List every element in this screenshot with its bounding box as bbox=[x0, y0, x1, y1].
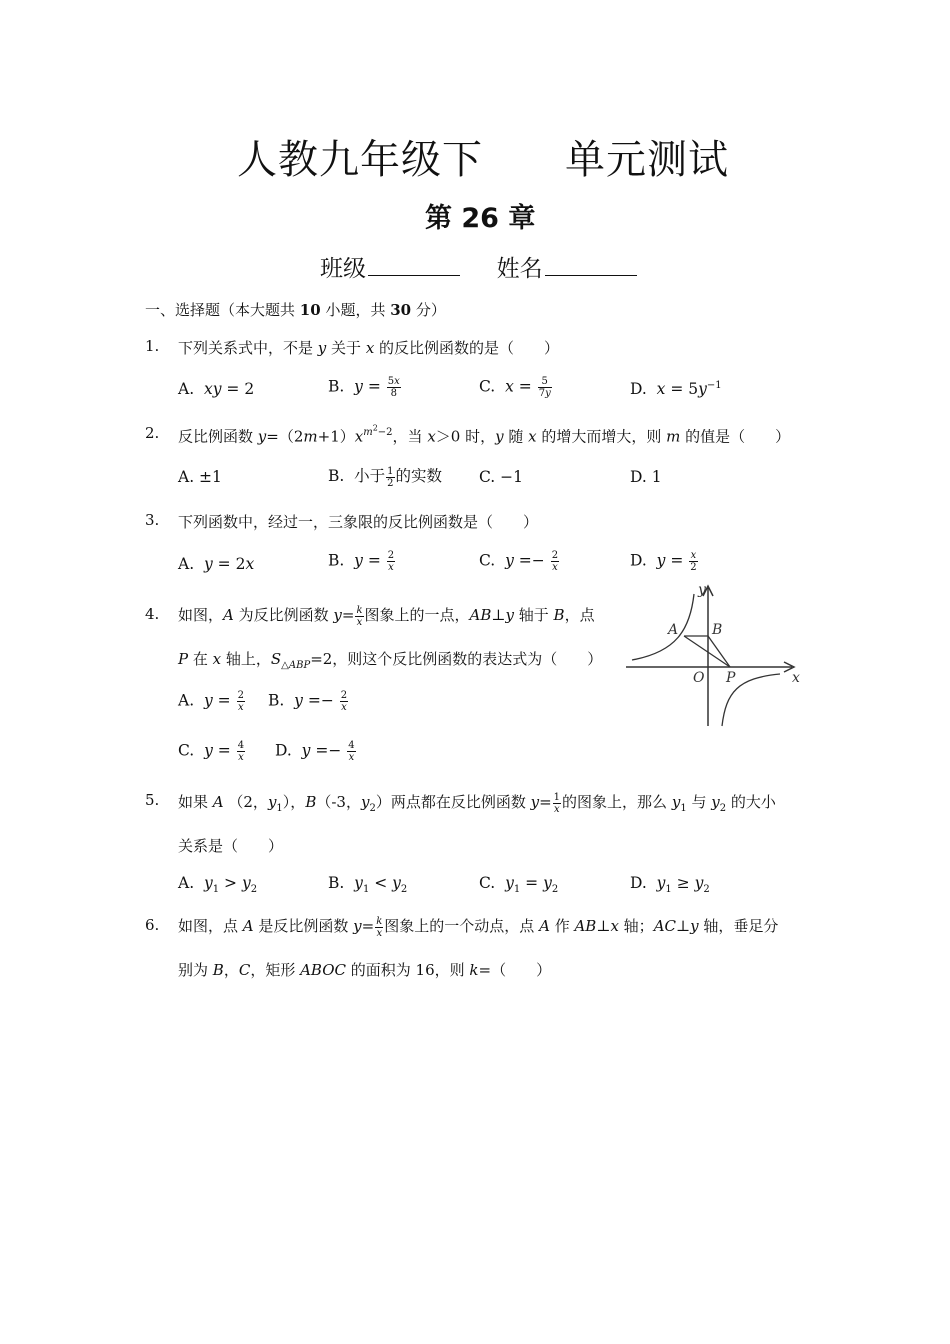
q4-option-a[interactable]: A. y = $\frac{2}{x}$ bbox=[178, 690, 244, 713]
page-title: 人教九年级下 单元测试 bbox=[237, 137, 729, 183]
label-x: x bbox=[792, 670, 800, 686]
q3-option-c[interactable]: C. y =− $\frac{2}{x}$ bbox=[479, 550, 559, 573]
q2-option-a[interactable]: A. ±1 bbox=[178, 468, 222, 486]
question-2-text: 反比例函数 $y=(2m+1)x^{m^2-2}$，当 x＞0 时，y 随 x 的增大而增大，则 m 的值是（ ） bbox=[178, 424, 791, 446]
question-number: 6. bbox=[145, 916, 160, 934]
q3-option-b[interactable]: B. y = $\frac{2}{x}$ bbox=[328, 550, 395, 573]
class-label: 班级 bbox=[320, 256, 366, 282]
name-field[interactable] bbox=[545, 255, 637, 276]
q5-option-d[interactable]: D. $y_1 \ge y_2$ bbox=[630, 874, 710, 896]
question-number: 2. bbox=[145, 424, 160, 442]
q4-option-b[interactable]: B. y =− $\frac{2}{x}$ bbox=[268, 690, 348, 713]
question-4-figure bbox=[620, 580, 810, 730]
question-5-text-line2: 关系是（ ） bbox=[178, 837, 284, 855]
q5-option-a[interactable]: A. $y_1 > y_2$ bbox=[178, 874, 258, 896]
name-label: 姓名 bbox=[496, 256, 543, 282]
q1-option-c[interactable]: C. x = $\frac{5}{7y}$ bbox=[479, 376, 551, 399]
label-a: A bbox=[668, 622, 679, 638]
q5-option-c[interactable]: C. $y_1 = y_2$ bbox=[479, 874, 559, 896]
question-5-text-line1: 如果 A （2，$y_1$），B（-3，$y_2$）两点都在反比例函数 y= $\frac{1}{x}$ 的图象上，那么 $y_1$ 与 $y_2$ 的大小 bbox=[178, 791, 776, 815]
label-b: B bbox=[712, 622, 723, 638]
question-number: 4. bbox=[145, 605, 160, 623]
q3-option-d[interactable]: D. y = $\frac{x}{2}$ bbox=[630, 550, 697, 573]
q3-option-a[interactable]: A. y = 2x bbox=[178, 555, 255, 573]
hyperbola-branch-upper bbox=[632, 594, 694, 660]
q2-option-b[interactable]: B. 小于 $\frac{1}{2}$ 的实数 bbox=[328, 465, 443, 489]
q4-option-c[interactable]: C. y = $\frac{4}{x}$ bbox=[178, 740, 245, 763]
student-info bbox=[320, 250, 637, 283]
label-y: y bbox=[698, 582, 706, 598]
question-number: 3. bbox=[145, 511, 160, 529]
question-6-text-line1: 如图，点 A 是反比例函数 y= $\frac{k}{x}$ 图象上的一个动点，点 A 作 AB⊥x 轴；AC⊥y 轴，垂足分 bbox=[178, 915, 779, 939]
label-p: P bbox=[726, 670, 736, 686]
q2-option-d[interactable]: D. 1 bbox=[630, 468, 662, 486]
q1-option-a[interactable]: A. xy = 2 bbox=[178, 380, 255, 398]
question-4-text-line2: P 在 x 轴上，$S_{\triangle ABP}=2$，则这个反比例函数的表达式为（ ） bbox=[178, 650, 603, 671]
segment-ap bbox=[684, 636, 730, 667]
q4-option-d[interactable]: D. y =− $\frac{4}{x}$ bbox=[275, 740, 355, 763]
q1-option-d[interactable]: D. $x = 5y^{-1}$ bbox=[630, 380, 722, 399]
question-6-text-line2: 别为 B，C，矩形 ABOC 的面积为 16，则 k=（ ） bbox=[178, 961, 552, 979]
q2-option-c[interactable]: C. −1 bbox=[479, 468, 524, 486]
question-1-text: 下列关系式中，不是 y 关于 x 的反比例函数的是（ ） bbox=[178, 339, 560, 357]
question-3-text: 下列函数中，经过一，三象限的反比例函数是（ ） bbox=[178, 513, 539, 531]
section-heading: 一、选择题（本大题共 10 小题，共 30 分） bbox=[145, 301, 446, 319]
question-number: 5. bbox=[145, 791, 160, 809]
q1-option-b[interactable]: B. y = $\frac{5x}{8}$ bbox=[328, 376, 400, 399]
class-field[interactable] bbox=[368, 255, 460, 276]
q5-option-b[interactable]: B. $y_1 < y_2$ bbox=[328, 874, 408, 896]
question-4-text-line1: 如图，A 为反比例函数 y= $\frac{k}{x}$ 图象上的一点，AB⊥y 轴于 B，点 bbox=[178, 604, 595, 628]
segment-bp bbox=[708, 636, 730, 667]
chapter-title: 第 26 章 bbox=[425, 203, 536, 234]
label-o: O bbox=[693, 670, 705, 686]
question-number: 1. bbox=[145, 337, 160, 355]
